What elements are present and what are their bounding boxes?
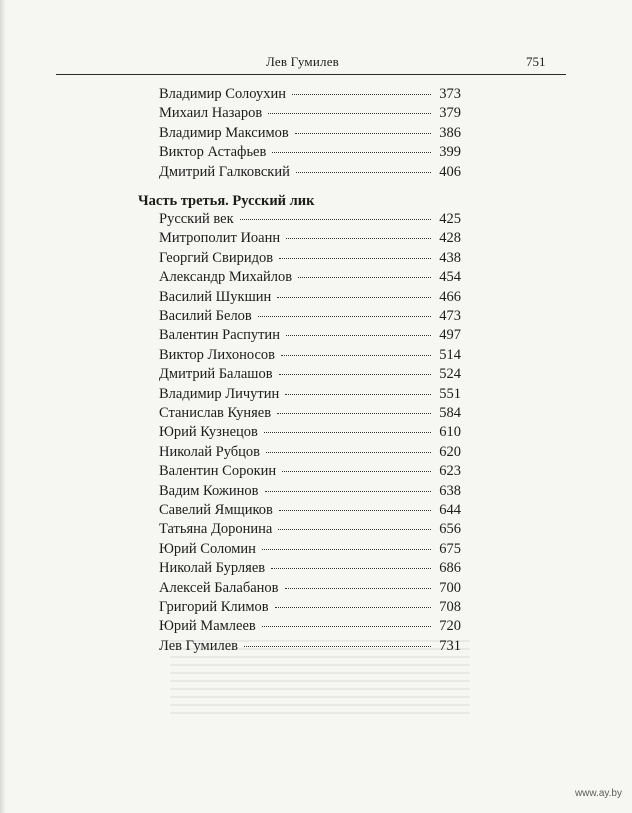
dot-leader: [286, 238, 431, 239]
toc-entry: [159, 308, 461, 328]
toc-entry: [159, 599, 461, 619]
dot-leader: [286, 335, 431, 336]
dot-leader: [262, 549, 431, 550]
toc-entry-title: Виктор Астафьев: [159, 144, 267, 161]
toc-entry-title: Русский век: [159, 211, 234, 227]
toc-entry: [159, 521, 461, 541]
toc-entry-page: 584: [439, 405, 461, 421]
dot-leader: [278, 529, 431, 530]
toc-entry: [159, 618, 461, 638]
toc-entry-page: 514: [439, 346, 461, 363]
toc-entry-title: Юрий Кузнецов: [159, 424, 258, 441]
toc-entry-title: Владимир Личутин: [159, 385, 280, 402]
toc-entry-page: 623: [439, 463, 461, 480]
dot-leader: [240, 219, 431, 220]
toc-entry: [159, 164, 461, 184]
toc-entry-title: Юрий Соломин: [159, 540, 256, 557]
toc-entry-title: Лев Гумилев: [159, 637, 238, 654]
toc-entry: [159, 463, 461, 483]
toc-entry-page: 399: [439, 144, 461, 161]
toc-entry-title: Василий Белов: [159, 308, 252, 324]
toc-entry-page: 406: [439, 163, 461, 180]
toc-entry-page: 551: [439, 385, 461, 402]
dot-leader: [277, 413, 431, 414]
toc-entry: [159, 230, 461, 250]
header-rule: [56, 74, 566, 75]
toc-entry-title: Михаил Назаров: [159, 105, 263, 122]
toc-entry-title: Василий Шукшин: [159, 288, 272, 305]
dot-leader: [258, 316, 431, 317]
toc-entry-page: 497: [439, 327, 461, 344]
dot-leader: [279, 510, 431, 511]
toc-entry-title: Григорий Климов: [159, 599, 269, 615]
toc-entry-title: Владимир Максимов: [159, 124, 289, 141]
toc-entry: [159, 541, 461, 561]
toc-entry-page: 425: [439, 211, 461, 227]
dot-leader: [264, 432, 431, 433]
toc-entry-title: Митрополит Иоанн: [159, 230, 281, 247]
toc-entry-title: Владимир Солоухин: [159, 86, 286, 102]
dot-leader: [268, 113, 431, 114]
toc-entry: [159, 105, 461, 125]
dot-leader: [272, 152, 431, 153]
toc-entry-page: 686: [439, 560, 461, 577]
toc-entry: [159, 502, 461, 522]
toc-entry-page: 731: [439, 637, 461, 654]
toc-entry-title: Александр Михайлов: [159, 269, 293, 286]
toc-entry: [159, 444, 461, 464]
dot-leader: [298, 277, 431, 278]
toc-entry: [159, 289, 461, 309]
toc-entry-title: Николай Рубцов: [159, 443, 261, 460]
dot-leader: [279, 374, 431, 375]
toc-entry-page: 473: [439, 308, 461, 324]
toc-entry: [159, 424, 461, 444]
dot-leader: [285, 588, 432, 589]
toc-entry: [159, 250, 461, 270]
dot-leader: [266, 452, 431, 453]
dot-leader: [262, 626, 431, 627]
toc-entry-title: Виктор Лихоносов: [159, 346, 275, 363]
toc-entry: [159, 125, 461, 145]
toc-entry-page: 438: [439, 249, 461, 266]
toc-entry: [159, 86, 461, 106]
toc-entry: [159, 483, 461, 503]
section-heading: Часть третья. Русский лик: [138, 193, 315, 209]
dot-leader: [275, 607, 431, 608]
toc-entry-page: 675: [439, 540, 461, 557]
toc-entry-title: Валентин Распутин: [159, 327, 280, 344]
toc-entry-title: Георгий Свиридов: [159, 249, 274, 266]
dot-leader: [277, 297, 431, 298]
toc-entry: [159, 269, 461, 289]
toc-entry: [159, 327, 461, 347]
toc-entry-title: Алексей Балабанов: [159, 579, 279, 596]
toc-entry-title: Татьяна Доронина: [159, 521, 273, 538]
toc-entry-page: 644: [439, 502, 461, 518]
toc-entry-page: 466: [439, 288, 461, 305]
dot-leader: [295, 133, 431, 134]
dot-leader: [271, 568, 431, 569]
toc-entry-title: Николай Бурляев: [159, 560, 266, 577]
toc-entry-title: Савелий Ямщиков: [159, 502, 273, 518]
toc-entry: [159, 580, 461, 600]
dot-leader: [281, 355, 431, 356]
toc-entry: [159, 560, 461, 580]
toc-entry-title: Юрий Мамлеев: [159, 618, 256, 635]
toc-entry: [159, 144, 461, 164]
toc-entry-page: 708: [439, 599, 461, 615]
watermark: www.ay.by: [574, 788, 622, 799]
toc-entry-title: Вадим Кожинов: [159, 482, 259, 499]
toc-entry: [159, 366, 461, 386]
running-title: Лев Гумилев: [266, 54, 340, 69]
toc-entry-page: 638: [439, 482, 461, 499]
toc-entry-page: 610: [439, 424, 461, 441]
dot-leader: [296, 172, 431, 173]
toc-entry-page: 700: [439, 579, 461, 596]
toc-entry-page: 620: [439, 443, 461, 460]
dot-leader: [244, 646, 431, 647]
toc-entry-title: Дмитрий Галковский: [159, 163, 290, 180]
dot-leader: [285, 394, 431, 395]
toc-entry-title: Станислав Куняев: [159, 405, 272, 421]
toc-entry: [159, 211, 461, 231]
toc-entry-page: 379: [439, 105, 461, 122]
dot-leader: [292, 94, 431, 95]
toc-entry-title: Дмитрий Балашов: [159, 366, 273, 383]
toc-entry-title: Валентин Сорокин: [159, 463, 277, 480]
page-edge-shadow: [0, 0, 6, 813]
page-number: 751: [526, 54, 546, 69]
toc-entry-page: 454: [439, 269, 461, 286]
dot-leader: [279, 258, 431, 259]
dot-leader: [282, 471, 431, 472]
toc-entry: [159, 405, 461, 425]
toc-entry-page: 373: [439, 86, 461, 102]
toc-entry: [159, 386, 461, 406]
toc-entry-page: 386: [439, 124, 461, 141]
toc-entry: [159, 347, 461, 367]
toc-entry-page: 720: [439, 618, 461, 635]
toc-entry-page: 656: [439, 521, 461, 538]
toc-entry: [159, 638, 461, 658]
toc-entry-page: 428: [439, 230, 461, 247]
toc-entry-page: 524: [439, 366, 461, 383]
dot-leader: [265, 491, 431, 492]
